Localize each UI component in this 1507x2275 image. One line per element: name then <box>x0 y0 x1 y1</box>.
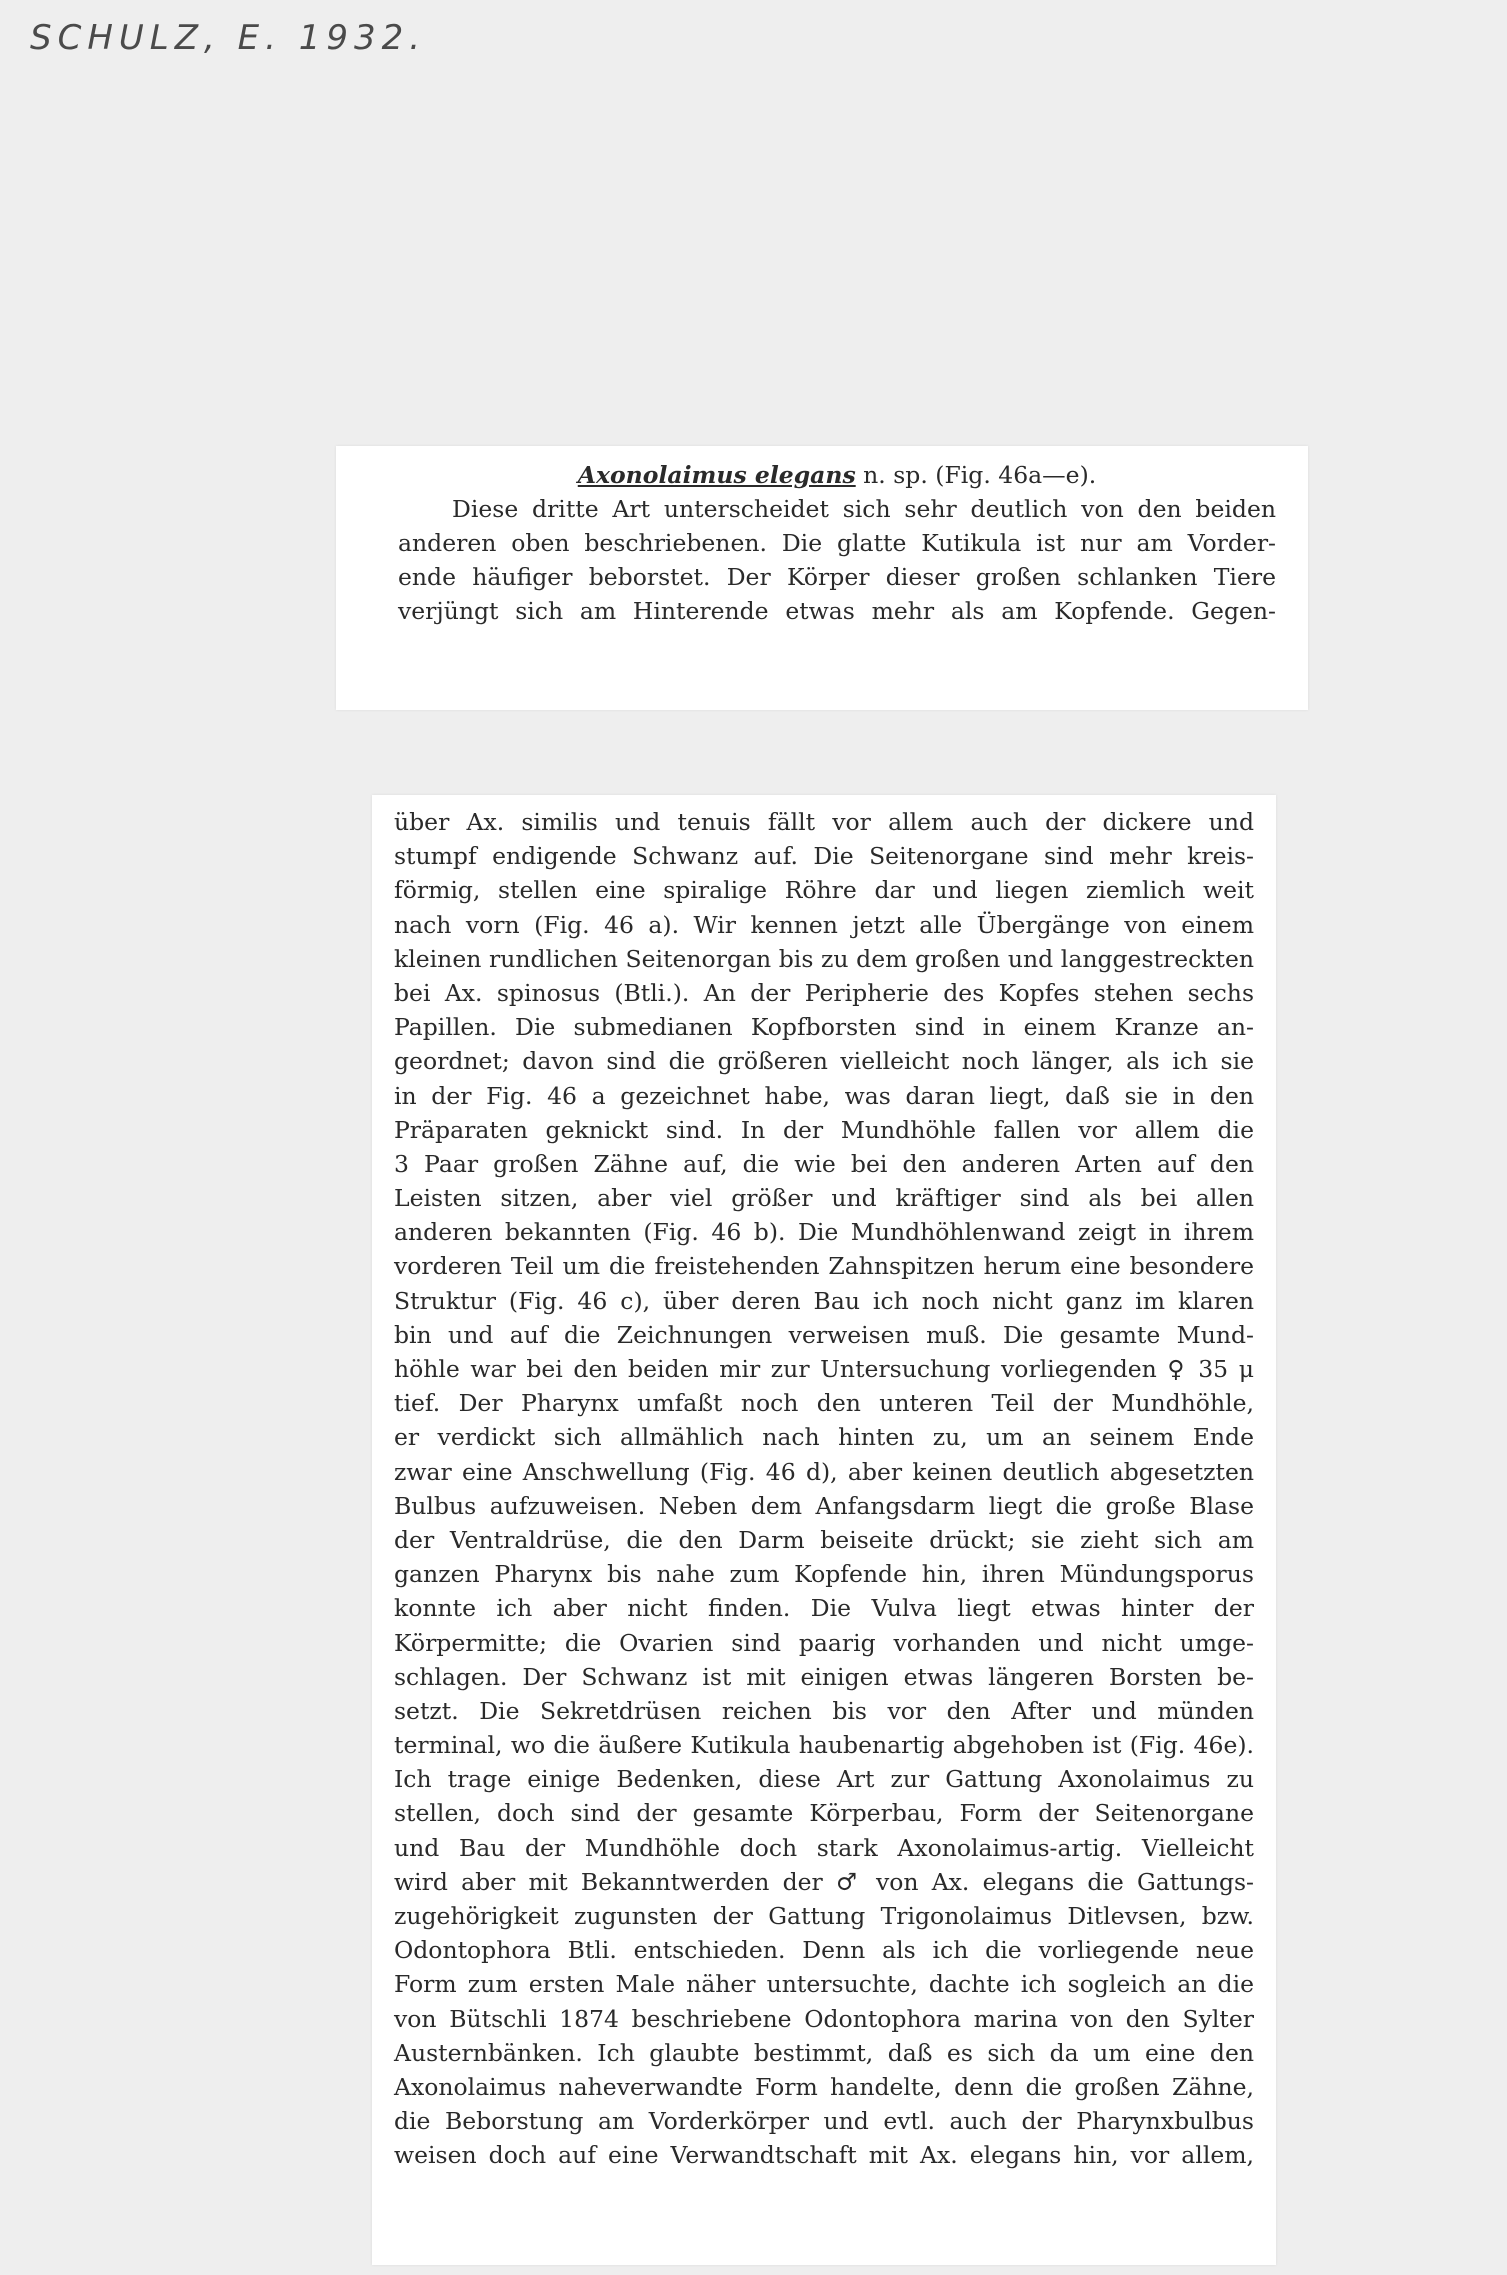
text-line: der Ventraldrüse, die den Darm beiseite drückt; sie zieht sich am <box>394 1525 1254 1554</box>
text-line: ganzen Pharynx bis nahe zum Kopfende hin, ihren Mündungsporus <box>394 1560 1254 1589</box>
text-line: schlagen. Der Schwanz ist mit einigen etwas längeren Borsten be- <box>394 1662 1254 1691</box>
text-line: die Beborstung am Vorderkörper und evtl. auch der Pharynxbulbus <box>394 2107 1254 2136</box>
text-line: bei Ax. spinosus (Btli.). An der Peripherie des Kopfes stehen sechs <box>394 978 1254 1007</box>
text-line: und Bau der Mundhöhle doch stark Axonolaimus-artig. Vielleicht <box>394 1833 1254 1862</box>
text-line: Körpermitte; die Ovarien sind paarig vorhanden und nicht umge- <box>394 1628 1254 1657</box>
text-line: ende häufiger beborstet. Der Körper dieser großen schlanken Tiere <box>398 563 1276 591</box>
text-line: Form zum ersten Male näher untersuchte, dachte ich sogleich an die <box>394 1970 1254 1999</box>
text-line: von Bütschli 1874 beschriebene Odontophora marina von den Sylter <box>394 2004 1254 2033</box>
species-heading <box>398 458 1276 492</box>
text-line: Odontophora Btli. entschieden. Denn als ich die vorliegende neue <box>394 1936 1254 1965</box>
text-line: Präparaten geknickt sind. In der Mundhöhle fallen vor allem die <box>394 1115 1254 1144</box>
text-line: zwar eine Anschwellung (Fig. 46 d), aber keinen deutlich abgesetzten <box>394 1457 1254 1486</box>
text-line: wird aber mit Bekanntwerden der ♂ von Ax. elegans die Gattungs- <box>394 1867 1254 1896</box>
text-line: höhle war bei den beiden mir zur Untersuchung vorliegenden ♀ 35 μ <box>394 1355 1254 1383</box>
text-line: er verdickt sich allmählich nach hinten zu, um an seinem Ende <box>394 1423 1254 1452</box>
text-line: vorderen Teil um die freistehenden Zahnspitzen herum eine besondere <box>394 1252 1254 1281</box>
species-title-suffix: n. sp. (Fig. 46a—e). <box>855 461 1097 489</box>
text-line: stellen, doch sind der gesamte Körperbau, Form der Seitenorgane <box>394 1799 1254 1828</box>
text-line: über Ax. similis und tenuis fällt vor allem auch der dickere und <box>394 808 1254 836</box>
clipping-bottom-text <box>394 805 1254 2173</box>
text-clipping-bottom <box>372 795 1276 2265</box>
text-line: anderen oben beschriebenen. Die glatte Kutikula ist nur am Vorder- <box>398 529 1276 557</box>
text-line: verjüngt sich am Hinterende etwas mehr als am Kopfende. Gegen- <box>398 597 1276 625</box>
text-line: Diese dritte Art unterscheidet sich sehr deutlich von den beiden <box>452 495 1276 523</box>
text-line: nach vorn (Fig. 46 a). Wir kennen jetzt alle Übergänge von einem <box>394 910 1254 939</box>
text-line: anderen bekannten (Fig. 46 b). Die Mundhöhlenwand zeigt in ihrem <box>394 1218 1254 1247</box>
text-line: stumpf endigende Schwanz auf. Die Seitenorgane sind mehr kreis- <box>394 842 1254 871</box>
text-line: bin und auf die Zeichnungen verweisen muß. Die gesamte Mund- <box>394 1320 1254 1349</box>
text-line: kleinen rundlichen Seitenorgan bis zu dem großen und langgestreckten <box>394 944 1254 973</box>
text-line: weisen doch auf eine Verwandtschaft mit Ax. elegans hin, vor allem, <box>394 2141 1254 2170</box>
text-line: zugehörigkeit zugunsten der Gattung Trigonolaimus Ditlevsen, bzw. <box>394 1902 1254 1930</box>
text-line: setzt. Die Sekretdrüsen reichen bis vor den After und münden <box>394 1696 1254 1725</box>
text-line: geordnet; davon sind die größeren vielleicht noch länger, als ich sie <box>394 1047 1254 1076</box>
text-line: tief. Der Pharynx umfaßt noch den unteren Teil der Mundhöhle, <box>394 1389 1254 1418</box>
text-line: in der Fig. 46 a gezeichnet habe, was daran liegt, daß sie in den <box>394 1081 1254 1110</box>
text-line: Axonolaimus naheverwandte Form handelte, denn die großen Zähne, <box>394 2072 1254 2101</box>
text-line: Ich trage einige Bedenken, diese Art zur Gattung Axonolaimus zu <box>394 1765 1254 1794</box>
text-clipping-top <box>336 446 1308 710</box>
text-line: Bulbus aufzuweisen. Neben dem Anfangsdarm liegt die große Blase <box>394 1491 1254 1520</box>
clipping-top-text <box>398 458 1276 628</box>
species-title: Axonolaimus elegans <box>577 461 856 489</box>
text-line: konnte ich aber nicht finden. Die Vulva liegt etwas hinter der <box>394 1594 1254 1623</box>
text-line: Papillen. Die submedianen Kopfborsten sind in einem Kranze an- <box>394 1013 1254 1042</box>
text-line: Leisten sitzen, aber viel größer und kräftiger sind als bei allen <box>394 1184 1254 1213</box>
text-line: Struktur (Fig. 46 c), über deren Bau ich noch nicht ganz im klaren <box>394 1286 1254 1315</box>
handwritten-note: SCHULZ, E. 1932. <box>30 18 427 58</box>
text-line: 3 Paar großen Zähne auf, die wie bei den anderen Arten auf den <box>394 1149 1254 1178</box>
text-line: terminal, wo die äußere Kutikula haubenartig abgehoben ist (Fig. 46e). <box>394 1731 1254 1760</box>
text-line: förmig, stellen eine spiralige Röhre dar und liegen ziemlich weit <box>394 876 1254 905</box>
text-line: Austernbänken. Ich glaubte bestimmt, daß es sich da um eine den <box>394 2038 1254 2067</box>
